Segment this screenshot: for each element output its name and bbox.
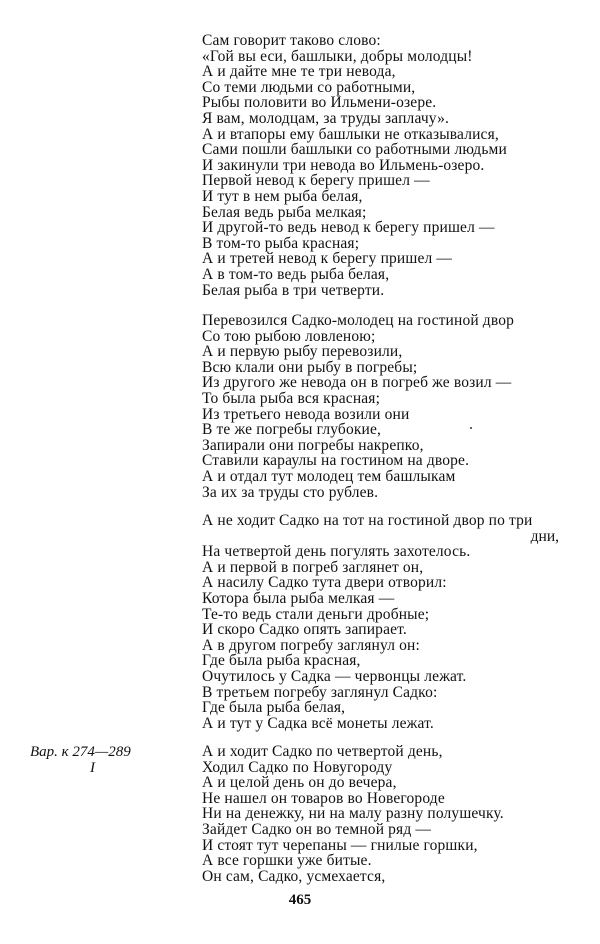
verse-line: Белая ведь рыба мелкая;	[202, 203, 367, 221]
verse-line: И стоят тут черепаны — гнилые горшки,	[202, 836, 478, 854]
verse-line: Он сам, Садко, усмехается,	[202, 867, 386, 885]
verse-line: А все горшки уже битые.	[202, 852, 372, 870]
verse-line: Не нашел он товаров во Новегороде	[202, 789, 445, 807]
variant-number: I	[90, 760, 95, 776]
verse-line: И другой-то ведь невод к берегу пришел —	[202, 219, 495, 237]
stanza-4	[202, 744, 504, 884]
verse-line: Где была рыба белая,	[202, 699, 346, 717]
variant-margin-note	[30, 744, 131, 776]
verse-line: В третьем погребу заглянул Садко:	[202, 683, 438, 701]
verse-line: Сами пошли башлыки со работными людьми	[202, 141, 507, 159]
verse-line: А и третей невод к берегу пришел —	[202, 250, 453, 268]
stanza-3	[202, 513, 559, 731]
verse-line: Ни на денежку, ни на малу разну полушечку.	[202, 805, 504, 823]
verse-line: А в другом погребу заглянул он:	[202, 636, 420, 654]
verse-line: Я вам, молодцам, за труды заплачу».	[202, 109, 450, 127]
verse-line: Рыбы половити во Ильмени-озере.	[202, 94, 437, 112]
verse-line: В те же погребы глубокие,	[202, 421, 382, 439]
verse-line: А и дайте мне те три невода,	[202, 63, 396, 81]
verse-line: Из третьего невода возили они	[202, 405, 410, 423]
verse-line: За их за труды сто рублев.	[202, 483, 379, 501]
verse-line: Белая рыба в три четверти.	[202, 281, 385, 299]
verse-line-continuation: дни,	[530, 527, 559, 545]
verse-line: Котора была рыба мелкая —	[202, 589, 395, 607]
verse-line: А и целой день он до вечера,	[202, 774, 397, 792]
verse-line: А и втапоры ему башлыки не отказывалися,	[202, 125, 499, 143]
verse-line: Всю клали они рыбу в погребы;	[202, 358, 418, 376]
verse-line: А и первой в погреб заглянет он,	[202, 558, 424, 576]
stanza-1	[202, 33, 507, 298]
verse-line: И тут в нем рыба белая,	[202, 187, 363, 205]
stanza-2	[202, 313, 514, 500]
verse-line: А и тут у Садка всё монеты лежат.	[202, 714, 434, 732]
verse-line: Перевозился Садко-молодец на гостиной двор	[202, 312, 515, 329]
verse-line: На четвертой день погулять захотелось.	[202, 543, 471, 561]
verse-line: А и первую рыбу перевозили,	[202, 343, 403, 361]
page-number: 465	[288, 892, 312, 908]
verse-line: И скоро Садко опять запирает.	[202, 621, 407, 639]
verse-line: Ставили караулы на гостином на дворе.	[202, 452, 470, 470]
verse-line: Со теми людьми со работными,	[202, 78, 416, 96]
verse-line: А и отдал тут молодец тем башлыкам	[202, 467, 456, 485]
verse-line: Очутилось у Садка — червонцы лежат.	[202, 667, 467, 685]
verse-line: А в том-то ведь рыба белая,	[202, 265, 390, 283]
variant-label: Вар. к 274—289	[30, 744, 131, 760]
verse-line: Сам говорит таково слово:	[202, 32, 381, 49]
verse-line: Те-то ведь стали деньги дробные;	[202, 605, 430, 623]
verse-line: «Гой вы еси, башлыки, добры молодцы!	[202, 47, 473, 65]
verse-line: Первой невод к берегу пришел —	[202, 172, 430, 190]
verse-line: А насилу Садко тута двери отворил:	[202, 574, 447, 592]
verse-line: Где была рыба красная,	[202, 652, 361, 670]
verse-line: Из другого же невода он в погреб же возил —	[202, 374, 512, 392]
verse-line: Ходил Садко по Новугороду	[202, 758, 393, 776]
verse-line: В том-то рыба красная;	[202, 234, 360, 252]
verse-line-first: А не ходит Садко на тот на гостиной двор по три	[202, 512, 533, 529]
verse-line: И закинули три невода во Ильмень-озеро.	[202, 156, 485, 174]
verse-line: Со тою рыбою ловленою;	[202, 327, 376, 345]
verse-line: Запирали они погребы накрепко,	[202, 436, 424, 454]
print-speck	[470, 427, 472, 429]
verse-line: Зайдет Садко он во темной ряд —	[202, 820, 432, 838]
verse-line: А и ходит Садко по четвертой день,	[202, 743, 443, 760]
verse-line: То была рыба вся красная;	[202, 389, 381, 407]
